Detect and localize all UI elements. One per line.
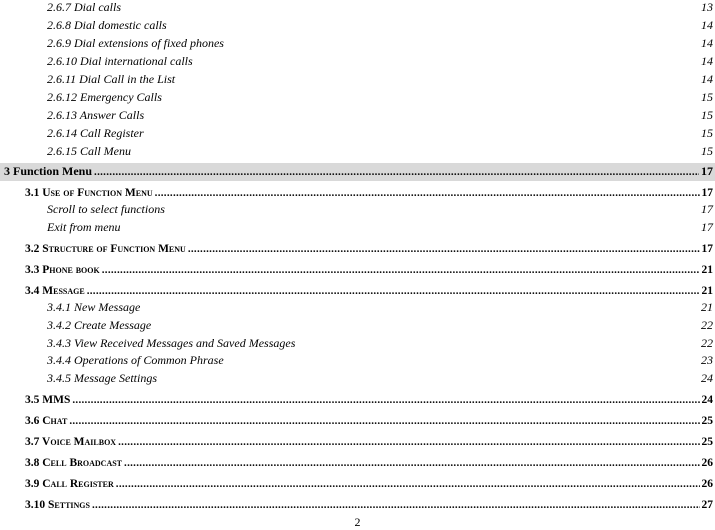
toc-section-entry[interactable] — [0, 240, 715, 258]
toc-entry-title: 2.6.11 Dial Call in the List — [47, 72, 176, 86]
toc-section-entry[interactable] — [0, 391, 715, 409]
toc-section-entry[interactable] — [0, 282, 715, 300]
toc-section-entry[interactable] — [0, 475, 715, 493]
toc-entry-page: 15 — [701, 126, 713, 140]
toc-entry[interactable] — [0, 144, 715, 162]
toc-entry[interactable] — [0, 300, 715, 318]
toc-entry-page: 24 — [701, 394, 713, 406]
toc-entry-page: 22 — [701, 318, 713, 332]
toc-entry[interactable] — [0, 353, 715, 371]
toc-entry-title: Scroll to select functions — [47, 202, 165, 216]
toc-entry-page: 21 — [701, 300, 713, 314]
toc-entry[interactable] — [0, 202, 715, 220]
toc-entry-title: 3.4 Message — [25, 285, 85, 297]
toc-section-entry[interactable] — [0, 261, 715, 279]
toc-entry-title: 3.8 Cell Broadcast — [25, 457, 123, 469]
dot-leader — [92, 496, 700, 508]
toc-entry[interactable] — [0, 371, 715, 389]
toc-entry-page: 17 — [701, 164, 713, 178]
toc-section-entry[interactable] — [0, 496, 715, 514]
dot-leader — [188, 240, 700, 252]
toc-entry-title: 3.4.5 Message Settings — [47, 371, 157, 385]
toc-entry-page: 26 — [701, 478, 713, 490]
toc-entry-title: 3.3 Phone book — [25, 264, 100, 276]
toc-entry-page: 17 — [701, 187, 713, 199]
toc-section-entry[interactable] — [0, 433, 715, 451]
dot-leader — [94, 163, 699, 175]
toc-entry-page: 17 — [701, 202, 713, 216]
toc-entry-title: 3.6 Chat — [25, 415, 68, 427]
toc-entry-title: 3.4.1 New Message — [47, 300, 141, 314]
page-number-footer: 2 — [354, 515, 361, 529]
toc-entry-page: 21 — [701, 285, 713, 297]
toc-entry-title: 2.6.14 Call Register — [47, 126, 144, 140]
toc-entry-title: 3.5 MMS — [25, 394, 71, 406]
toc-entry[interactable] — [0, 54, 715, 72]
toc-section-entry[interactable] — [0, 454, 715, 472]
toc-entry-title: 3 Function Menu — [4, 164, 93, 178]
toc-entry[interactable] — [0, 36, 715, 54]
toc-entry-title: 2.6.9 Dial extensions of fixed phones — [47, 36, 224, 50]
toc-entry-page: 14 — [701, 36, 713, 50]
toc-entry-title: 3.4.2 Create Message — [47, 318, 152, 332]
toc-entry-page: 25 — [701, 415, 713, 427]
toc-entry-page: 17 — [701, 220, 713, 234]
toc-entry[interactable] — [0, 318, 715, 336]
toc-entry-title: 3.7 Voice Mailbox — [25, 436, 117, 448]
toc-entry-page: 17 — [701, 243, 713, 255]
toc-entry-title: 3.1 Use of Function Menu — [25, 187, 153, 199]
toc-section-entry[interactable] — [0, 412, 715, 430]
toc-entry-title: 2.6.7 Dial calls — [47, 0, 121, 14]
toc-entry-title: 3.4.4 Operations of Common Phrase — [47, 353, 224, 367]
dot-leader — [102, 261, 700, 273]
toc-entry-page: 24 — [701, 371, 713, 385]
toc-entry[interactable] — [0, 0, 715, 18]
toc-entry-title: 2.6.13 Answer Calls — [47, 108, 145, 122]
toc-entry-title: 3.9 Call Register — [25, 478, 114, 490]
toc-entry-page: 27 — [701, 499, 713, 511]
toc-entry-title: Exit from menu — [47, 220, 121, 234]
toc-entry-title: 3.4.3 View Received Messages and Saved Messages — [47, 336, 296, 350]
toc-entry-page: 14 — [701, 72, 713, 86]
toc-section-entry[interactable] — [0, 184, 715, 202]
toc-entry-page: 14 — [701, 54, 713, 68]
toc-entry[interactable] — [0, 126, 715, 144]
toc-entry-page: 15 — [701, 108, 713, 122]
toc-entry[interactable] — [0, 336, 715, 354]
toc-entry-title: 2.6.15 Call Menu — [47, 144, 131, 158]
toc-entry-title: 3.2 Structure of Function Menu — [25, 243, 186, 255]
toc-entry-page: 23 — [701, 353, 713, 367]
dot-leader — [69, 412, 699, 424]
toc-entry-page: 13 — [701, 0, 713, 14]
toc-entry[interactable] — [0, 72, 715, 90]
toc-entry-page: 21 — [701, 264, 713, 276]
dot-leader — [116, 475, 700, 487]
toc-entry-page: 15 — [701, 90, 713, 104]
dot-leader — [124, 454, 699, 466]
toc-entry[interactable] — [0, 90, 715, 108]
dot-leader — [87, 282, 700, 294]
toc-entry[interactable] — [0, 220, 715, 238]
toc-entry[interactable] — [0, 18, 715, 36]
toc-chapter-entry[interactable] — [0, 163, 715, 181]
dot-leader — [118, 433, 699, 445]
toc-entry-title: 2.6.12 Emergency Calls — [47, 90, 162, 104]
toc-entry-title: 2.6.10 Dial international calls — [47, 54, 193, 68]
dot-leader — [155, 184, 700, 196]
toc-entry-page: 15 — [701, 144, 713, 158]
dot-leader — [72, 391, 699, 403]
toc-entry-page: 26 — [701, 457, 713, 469]
toc-entry[interactable] — [0, 108, 715, 126]
toc-entry-title: 3.10 Settings — [25, 499, 90, 511]
toc-entry-title: 2.6.8 Dial domestic calls — [47, 18, 167, 32]
toc-entry-page: 22 — [701, 336, 713, 350]
toc-entry-page: 25 — [701, 436, 713, 448]
toc-entry-page: 14 — [701, 18, 713, 32]
